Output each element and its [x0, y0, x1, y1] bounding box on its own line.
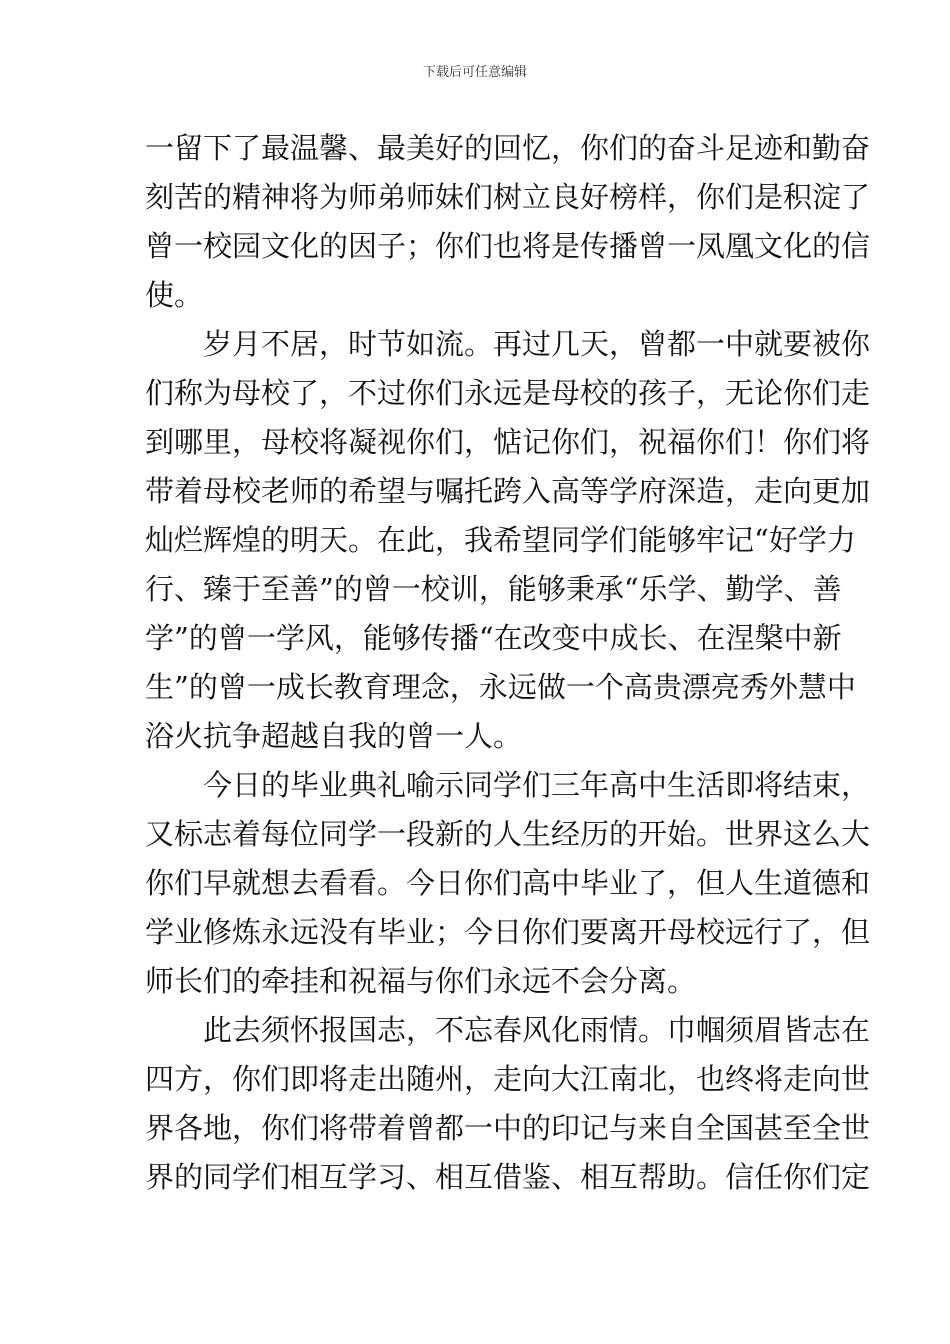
text-line: 界的同学们相互学习、相互借鉴、相互帮助。信任你们定 [145, 1160, 871, 1194]
text-line: 界各地，你们将带着曾都一中的印记与来自全国甚至全世 [145, 1111, 871, 1145]
text-line: 四方，你们即将走出随州，走向大江南北，也终将走向世 [145, 1062, 871, 1096]
text-line: 们称为母校了，不过你们永远是母校的孩子，无论你们走 [145, 376, 871, 410]
text-line: 岁月不居，时节如流。再过几天，曾都一中就要被你 [203, 327, 871, 361]
text-line: 此去须怀报国志，不忘春风化雨情。巾帼须眉皆志在 [203, 1013, 871, 1047]
text-line: 学”的曾一学风，能够传播“在改变中成长、在涅槃中新 [145, 621, 842, 655]
text-line: 今日的毕业典礼喻示同学们三年高中生活即将结束， [203, 768, 871, 802]
paragraph [145, 761, 871, 1006]
paragraph [145, 124, 871, 320]
text-line: 又标志着每位同学一段新的人生经历的开始。世界这么大 [145, 817, 871, 851]
document-body [145, 124, 871, 1202]
text-line: 学业修炼永远没有毕业；今日你们要离开母校远行了，但 [145, 915, 871, 949]
text-line: 到哪里，母校将凝视你们，惦记你们，祝福你们！你们将 [145, 425, 871, 459]
text-line: 生”的曾一成长教育理念，永远做一个高贵漂亮秀外慧中 [145, 670, 856, 704]
text-line: 曾一校园文化的因子；你们也将是传播曾一凤凰文化的信 [145, 229, 871, 263]
page-header: 下载后可任意编辑 [422, 65, 527, 80]
text-line: 浴火抗争超越自我的曾一人。 [145, 719, 523, 753]
text-line: 你们早就想去看看。今日你们高中毕业了，但人生道德和 [145, 866, 871, 900]
text-line: 灿烂辉煌的明天。在此，我希望同学们能够牢记“好学力 [145, 523, 856, 557]
paragraph [145, 1006, 871, 1202]
text-line: 使。 [145, 278, 204, 312]
paragraph [145, 320, 871, 761]
text-line: 一留下了最温馨、最美好的回忆，你们的奋斗足迹和勤奋 [145, 131, 871, 165]
text-line: 刻苦的精神将为师弟师妹们树立良好榜样，你们是积淀了 [145, 180, 871, 214]
text-line: 师长们的牵挂和祝福与你们永远不会分离。 [145, 964, 697, 998]
text-line: 行、臻于至善”的曾一校训，能够秉承“乐学、勤学、善 [145, 572, 842, 606]
text-line: 带着母校老师的希望与嘱托跨入高等学府深造，走向更加 [145, 474, 871, 508]
